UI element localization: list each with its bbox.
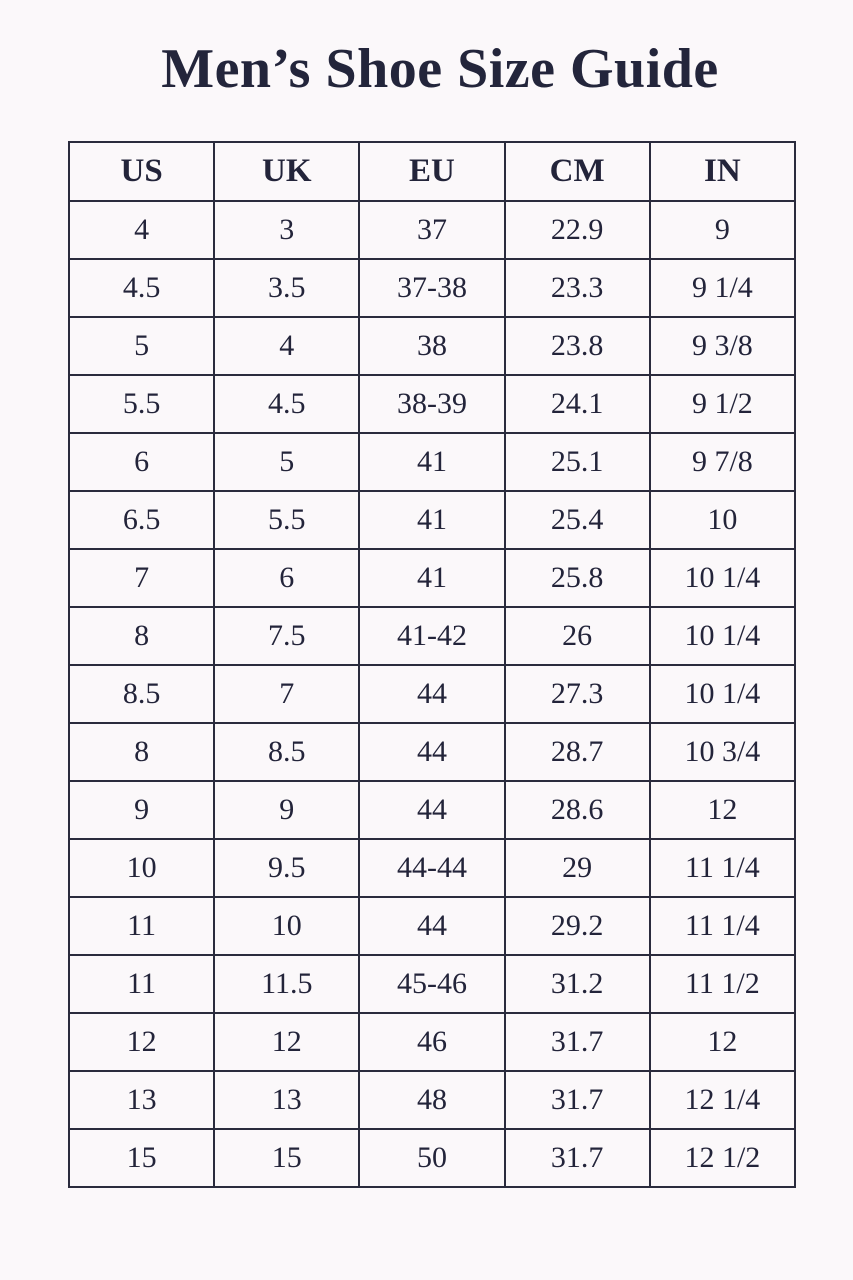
- cell-eu: 37-38: [359, 259, 504, 317]
- cell-us: 9: [69, 781, 214, 839]
- table-header-row: [69, 142, 795, 201]
- cell-in: 12: [650, 781, 795, 839]
- cell-us: 4: [69, 201, 214, 259]
- table-row: [69, 317, 795, 375]
- cell-in: 10 1/4: [650, 549, 795, 607]
- cell-uk: 7: [214, 665, 359, 723]
- table-row: [69, 259, 795, 317]
- cell-cm: 31.7: [505, 1071, 650, 1129]
- cell-uk: 12: [214, 1013, 359, 1071]
- cell-cm: 23.3: [505, 259, 650, 317]
- cell-in: 9 1/2: [650, 375, 795, 433]
- table-row: [69, 549, 795, 607]
- cell-eu: 38: [359, 317, 504, 375]
- cell-eu: 46: [359, 1013, 504, 1071]
- cell-cm: 29.2: [505, 897, 650, 955]
- cell-uk: 5.5: [214, 491, 359, 549]
- cell-eu: 50: [359, 1129, 504, 1187]
- cell-us: 6: [69, 433, 214, 491]
- cell-cm: 25.1: [505, 433, 650, 491]
- cell-eu: 44: [359, 897, 504, 955]
- cell-eu: 41: [359, 433, 504, 491]
- table-row: [69, 665, 795, 723]
- cell-uk: 4.5: [214, 375, 359, 433]
- cell-uk: 13: [214, 1071, 359, 1129]
- cell-in: 11 1/4: [650, 839, 795, 897]
- cell-cm: 28.6: [505, 781, 650, 839]
- cell-uk: 15: [214, 1129, 359, 1187]
- cell-uk: 9: [214, 781, 359, 839]
- cell-in: 10 1/4: [650, 607, 795, 665]
- cell-us: 12: [69, 1013, 214, 1071]
- table-row: [69, 781, 795, 839]
- table-row: [69, 1071, 795, 1129]
- size-table: [68, 141, 796, 1188]
- table-row: [69, 375, 795, 433]
- table-row: [69, 491, 795, 549]
- column-header-uk: UK: [214, 142, 359, 201]
- cell-cm: 29: [505, 839, 650, 897]
- table-row: [69, 897, 795, 955]
- table-body: [69, 201, 795, 1187]
- cell-cm: 23.8: [505, 317, 650, 375]
- cell-in: 10: [650, 491, 795, 549]
- cell-cm: 31.7: [505, 1013, 650, 1071]
- cell-in: 10 3/4: [650, 723, 795, 781]
- cell-in: 11 1/4: [650, 897, 795, 955]
- cell-us: 8: [69, 607, 214, 665]
- cell-cm: 31.7: [505, 1129, 650, 1187]
- cell-us: 15: [69, 1129, 214, 1187]
- cell-eu: 44: [359, 665, 504, 723]
- cell-eu: 41-42: [359, 607, 504, 665]
- cell-uk: 5: [214, 433, 359, 491]
- cell-uk: 4: [214, 317, 359, 375]
- cell-us: 11: [69, 897, 214, 955]
- cell-eu: 37: [359, 201, 504, 259]
- cell-in: 10 1/4: [650, 665, 795, 723]
- cell-uk: 10: [214, 897, 359, 955]
- cell-uk: 8.5: [214, 723, 359, 781]
- cell-in: 11 1/2: [650, 955, 795, 1013]
- cell-cm: 24.1: [505, 375, 650, 433]
- cell-uk: 11.5: [214, 955, 359, 1013]
- cell-us: 5.5: [69, 375, 214, 433]
- cell-cm: 25.8: [505, 549, 650, 607]
- cell-cm: 22.9: [505, 201, 650, 259]
- cell-eu: 38-39: [359, 375, 504, 433]
- column-header-us: US: [69, 142, 214, 201]
- cell-eu: 41: [359, 549, 504, 607]
- cell-in: 9 7/8: [650, 433, 795, 491]
- table-row: [69, 955, 795, 1013]
- column-header-in: IN: [650, 142, 795, 201]
- cell-eu: 44-44: [359, 839, 504, 897]
- cell-us: 4.5: [69, 259, 214, 317]
- cell-eu: 48: [359, 1071, 504, 1129]
- table-row: [69, 607, 795, 665]
- table-row: [69, 201, 795, 259]
- cell-in: 9 1/4: [650, 259, 795, 317]
- cell-uk: 3: [214, 201, 359, 259]
- column-header-cm: CM: [505, 142, 650, 201]
- cell-eu: 45-46: [359, 955, 504, 1013]
- cell-us: 8.5: [69, 665, 214, 723]
- table-row: [69, 1129, 795, 1187]
- cell-us: 6.5: [69, 491, 214, 549]
- cell-in: 12: [650, 1013, 795, 1071]
- cell-eu: 44: [359, 723, 504, 781]
- cell-cm: 25.4: [505, 491, 650, 549]
- table-row: [69, 723, 795, 781]
- page-title: Men’s Shoe Size Guide: [161, 38, 719, 100]
- cell-us: 10: [69, 839, 214, 897]
- cell-uk: 3.5: [214, 259, 359, 317]
- cell-uk: 7.5: [214, 607, 359, 665]
- cell-cm: 28.7: [505, 723, 650, 781]
- cell-in: 9 3/8: [650, 317, 795, 375]
- cell-uk: 6: [214, 549, 359, 607]
- table-row: [69, 433, 795, 491]
- cell-us: 5: [69, 317, 214, 375]
- cell-in: 12 1/2: [650, 1129, 795, 1187]
- cell-us: 8: [69, 723, 214, 781]
- cell-us: 13: [69, 1071, 214, 1129]
- table-row: [69, 839, 795, 897]
- cell-cm: 27.3: [505, 665, 650, 723]
- cell-uk: 9.5: [214, 839, 359, 897]
- column-header-eu: EU: [359, 142, 504, 201]
- cell-us: 7: [69, 549, 214, 607]
- cell-in: 12 1/4: [650, 1071, 795, 1129]
- table-row: [69, 1013, 795, 1071]
- cell-eu: 41: [359, 491, 504, 549]
- cell-cm: 31.2: [505, 955, 650, 1013]
- cell-in: 9: [650, 201, 795, 259]
- cell-us: 11: [69, 955, 214, 1013]
- cell-cm: 26: [505, 607, 650, 665]
- cell-eu: 44: [359, 781, 504, 839]
